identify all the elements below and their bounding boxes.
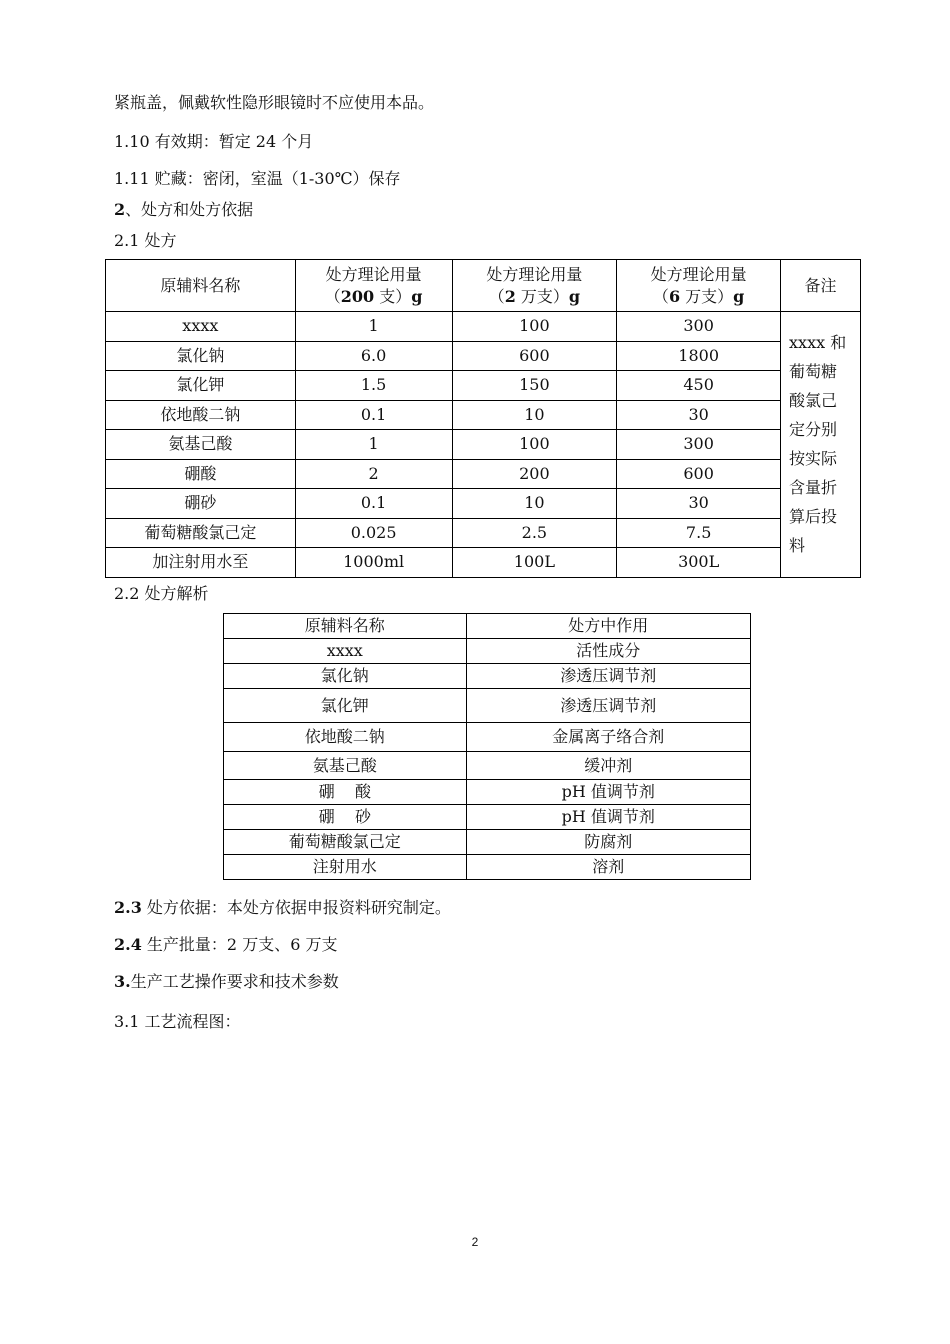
batch-number: 200: [340, 286, 375, 306]
amount-6w: 300: [617, 312, 781, 342]
note-line: 算后投: [789, 507, 838, 527]
table-row: [106, 400, 861, 430]
section-2-3-text: 处方依据：本处方依据申报资料研究制定。: [141, 898, 451, 917]
section-2-number: 2: [114, 200, 126, 219]
material-name: 氯化钠: [106, 341, 296, 371]
analysis-header-row: [224, 614, 751, 639]
section-2-4-text: 生产批量：2 万支、6 万支: [141, 935, 338, 954]
amount-6w: 7.5: [617, 518, 781, 548]
amount-200: 0.1: [295, 489, 452, 519]
paren-open: （: [652, 286, 669, 306]
amount-6w: 300: [617, 430, 781, 460]
amount-6w: 300L: [617, 548, 781, 578]
amount-2w: 10: [452, 400, 617, 430]
note-line: 定分别: [789, 420, 838, 440]
amount-6w: 600: [617, 459, 781, 489]
page-number: 2: [471, 1235, 479, 1249]
header-amount-2w-line1: 处方理论用量: [486, 264, 583, 284]
table-row: [106, 459, 861, 489]
header-material-name: 原辅料名称: [106, 260, 296, 312]
table-row: [224, 689, 751, 723]
section-2-2: 2.2 处方解析: [114, 584, 209, 603]
table-row: [224, 664, 751, 689]
table-row: [106, 371, 861, 401]
note-line: xxxx 和: [789, 333, 847, 353]
amount-2w: 150: [452, 371, 617, 401]
amount-200: 1: [295, 430, 452, 460]
material-role: 渗透压调节剂: [466, 689, 750, 723]
material-role: 金属离子络合剂: [466, 723, 750, 752]
header-amount-2w: [452, 260, 617, 312]
header-amount-6w-line2: [617, 286, 780, 308]
header-amount-200: [295, 260, 452, 312]
material-role: pH 值调节剂: [466, 805, 750, 830]
material-role: 渗透压调节剂: [466, 664, 750, 689]
section-2-3: [114, 897, 451, 919]
material-name: xxxx: [106, 312, 296, 342]
header-amount-200-line2: [296, 286, 452, 308]
section-2-heading: [114, 199, 253, 221]
paren-open: （: [488, 286, 505, 306]
amount-200: 1: [295, 312, 452, 342]
material-name: 注射用水: [224, 855, 467, 880]
batch-unit: 万支）: [515, 286, 569, 306]
material-name: 氯化钾: [224, 689, 467, 723]
batch-unit: 支）: [374, 286, 412, 306]
material-role: 防腐剂: [466, 830, 750, 855]
intro-line: 紧瓶盖，佩戴软性隐形眼镜时不应使用本品。: [114, 93, 435, 112]
formula-table-header-row: [106, 260, 861, 312]
batch-number: 2: [504, 286, 516, 306]
note-cell: [781, 312, 861, 578]
material-name: 氨基己酸: [224, 752, 467, 780]
gram-unit: g: [733, 286, 745, 306]
table-row: [106, 489, 861, 519]
table-row: [106, 312, 861, 342]
table-row: [106, 548, 861, 578]
header-amount-6w-line1: 处方理论用量: [650, 264, 747, 284]
amount-6w: 30: [617, 400, 781, 430]
note-line: 按实际: [789, 449, 838, 469]
section-1-11: 1.11 贮藏：密闭，室温（1-30℃）保存: [114, 169, 401, 188]
material-name: xxxx: [224, 639, 467, 664]
material-name: 加注射用水至: [106, 548, 296, 578]
amount-200: 1000ml: [295, 548, 452, 578]
amount-2w: 100L: [452, 548, 617, 578]
table-row: [224, 855, 751, 880]
amount-2w: 100: [452, 430, 617, 460]
material-name: 依地酸二钠: [106, 400, 296, 430]
section-2-title: 、处方和处方依据: [125, 200, 254, 219]
amount-2w: 200: [452, 459, 617, 489]
table-row: [224, 723, 751, 752]
material-role: 溶剂: [466, 855, 750, 880]
amount-2w: 600: [452, 341, 617, 371]
amount-6w: 30: [617, 489, 781, 519]
material-name: 硼酸: [106, 459, 296, 489]
header-note: 备注: [781, 260, 861, 312]
section-3-title: 生产工艺操作要求和技术参数: [130, 972, 339, 991]
material-name: 硼 酸: [224, 780, 467, 805]
amount-200: 0.025: [295, 518, 452, 548]
batch-number: 6: [668, 286, 681, 306]
table-row: [224, 752, 751, 780]
header-role: 处方中作用: [466, 614, 750, 639]
amount-200: 0.1: [295, 400, 452, 430]
section-3-1: 3.1 工艺流程图：: [114, 1012, 241, 1031]
header-material-name: 原辅料名称: [224, 614, 467, 639]
batch-unit: 万支）: [680, 286, 734, 306]
section-2-4-number: 2.4: [114, 935, 142, 954]
section-2-1: 2.1 处方: [114, 231, 177, 250]
material-role: 缓冲剂: [466, 752, 750, 780]
header-amount-6w: [617, 260, 781, 312]
header-amount-2w-line2: [453, 286, 617, 308]
amount-2w: 2.5: [452, 518, 617, 548]
material-name: 依地酸二钠: [224, 723, 467, 752]
table-row: [106, 341, 861, 371]
amount-200: 1.5: [295, 371, 452, 401]
formula-table: [105, 259, 861, 578]
amount-200: 6.0: [295, 341, 452, 371]
section-2-3-number: 2.3: [114, 898, 142, 917]
material-role: pH 值调节剂: [466, 780, 750, 805]
header-amount-200-line1: 处方理论用量: [325, 264, 422, 284]
table-row: [224, 830, 751, 855]
section-3-number: 3.: [114, 972, 131, 991]
gram-unit: g: [568, 286, 581, 306]
table-row: [224, 780, 751, 805]
material-name: 氯化钠: [224, 664, 467, 689]
section-2-4: [114, 934, 337, 956]
material-name: 氨基己酸: [106, 430, 296, 460]
note-line: 葡萄糖: [789, 362, 838, 382]
amount-200: 2: [295, 459, 452, 489]
material-name: 葡萄糖酸氯己定: [106, 518, 296, 548]
gram-unit: g: [411, 286, 423, 306]
paren-open: （: [324, 286, 341, 306]
section-1-10: 1.10 有效期：暂定 24 个月: [114, 132, 314, 151]
amount-2w: 10: [452, 489, 617, 519]
amount-6w: 450: [617, 371, 781, 401]
table-row: [224, 805, 751, 830]
amount-2w: 100: [452, 312, 617, 342]
material-role: 活性成分: [466, 639, 750, 664]
material-name: 硼 砂: [224, 805, 467, 830]
note-line: 含量折: [789, 478, 838, 498]
table-row: [106, 518, 861, 548]
material-name: 氯化钾: [106, 371, 296, 401]
material-name: 硼砂: [106, 489, 296, 519]
formula-analysis-table: [223, 613, 751, 880]
note-line: 酸氯己: [789, 391, 838, 411]
note-line: 料: [789, 536, 806, 556]
table-row: [224, 639, 751, 664]
section-3-heading: [114, 971, 339, 993]
amount-6w: 1800: [617, 341, 781, 371]
material-name: 葡萄糖酸氯己定: [224, 830, 467, 855]
table-row: [106, 430, 861, 460]
